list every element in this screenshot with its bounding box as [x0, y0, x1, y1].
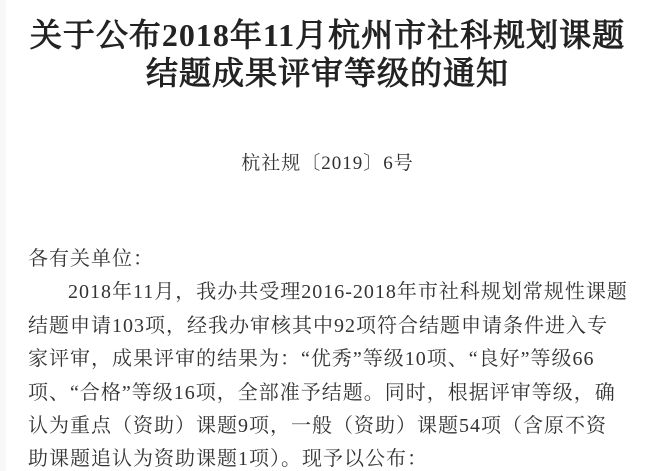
- body-line: 家评审，成果评审的结果为：“优秀”等级10项、“良好”等级66: [28, 348, 595, 371]
- body-line: 认为重点（资助）课题9项，一般（资助）课题54项（含原不资: [28, 415, 607, 438]
- salutation: 各有关单位：: [28, 248, 154, 270]
- doc-number: 杭社规〔2019〕6号: [241, 153, 414, 174]
- body-line: 助课题追认为资助课题1项）。现予以公布：: [28, 448, 428, 471]
- body-line: 项、“合格”等级16项，全部准予结题。同时，根据评审等级，确: [28, 381, 616, 404]
- document-title-line1: 关于公布2018年11月杭州市社科规划课题: [29, 17, 626, 53]
- document-title: [0, 16, 655, 92]
- body-line: 结题申请103项，经我办审核其中92项符合结题申请条件进入专: [28, 314, 608, 337]
- document-title-line2: 结题成果评审等级的通知: [145, 55, 509, 91]
- document-body: [28, 243, 652, 471]
- body-line: 2018年11月，我办共受理2016-2018年市社科规划常规性课题: [68, 281, 628, 304]
